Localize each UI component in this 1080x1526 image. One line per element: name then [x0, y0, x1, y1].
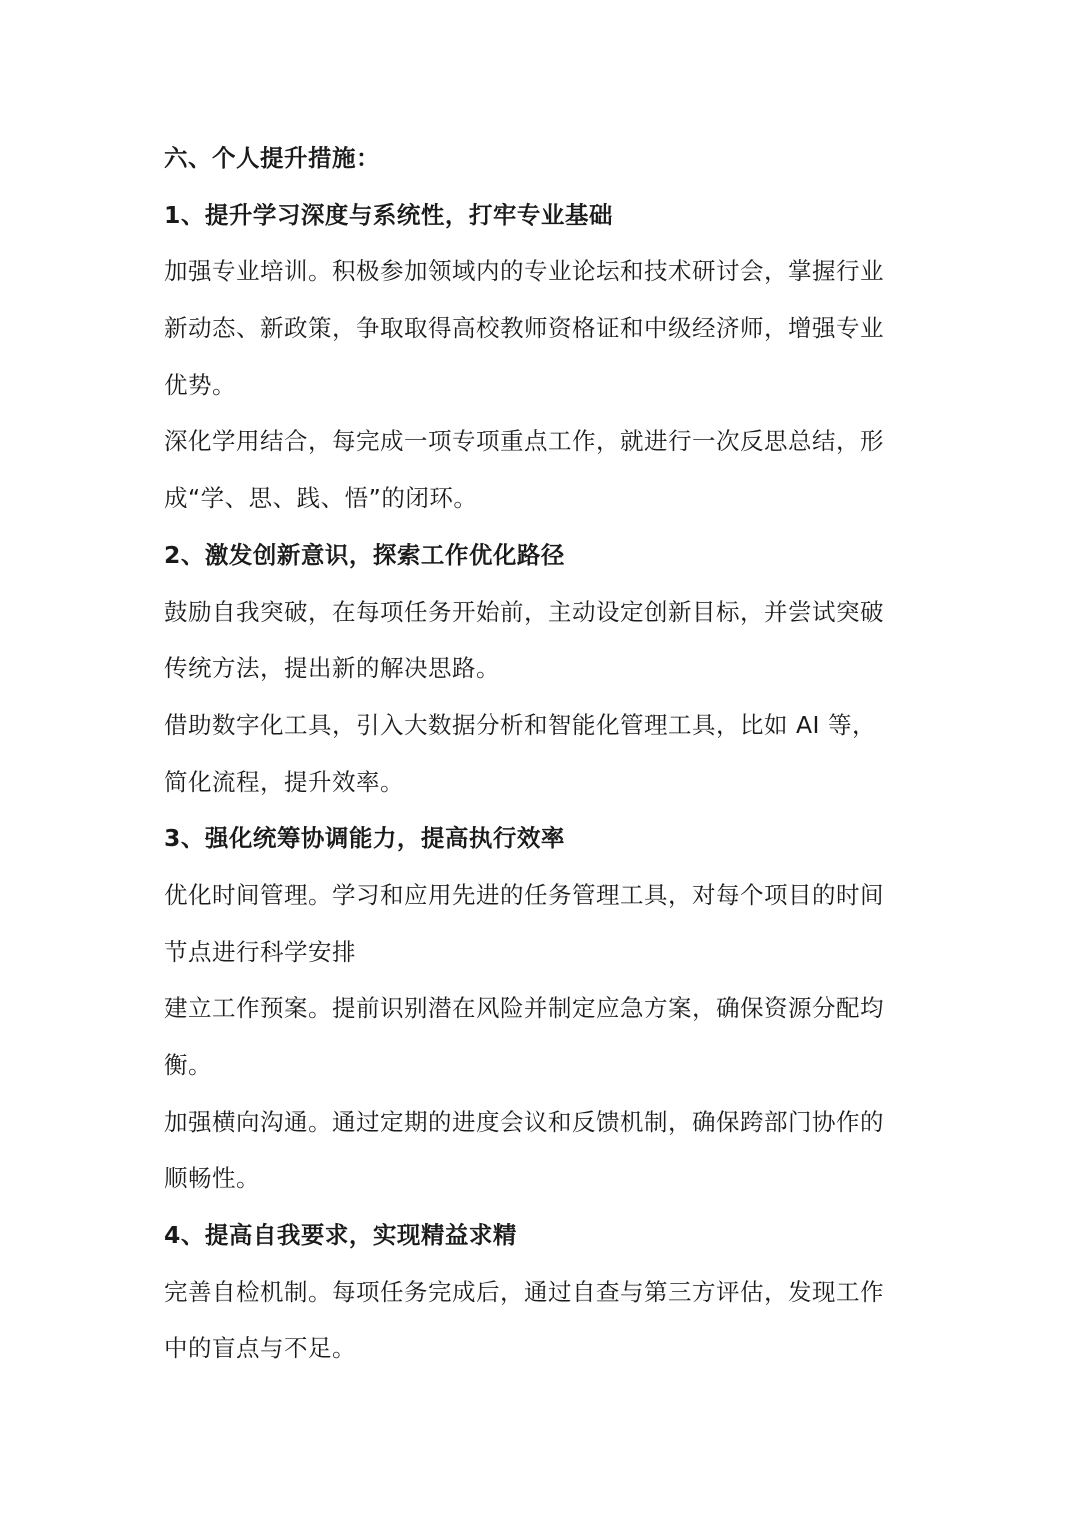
- document-page: [164, 130, 924, 1377]
- paragraph-line: 完善自检机制。每项任务完成后，通过自查与第三方评估，发现工作: [164, 1277, 884, 1306]
- paragraph-line: 加强横向沟通。通过定期的进度会议和反馈机制，确保跨部门协作的: [164, 1107, 884, 1136]
- paragraph-line: 新动态、新政策，争取取得高校教师资格证和中级经济师，增强专业: [164, 314, 884, 343]
- paragraph-line: 优势。: [164, 370, 236, 399]
- paragraph-line: 成“学、思、践、悟”的闭环。: [164, 484, 478, 513]
- paragraph-line: 简化流程，提升效率。: [164, 767, 404, 796]
- subsection-heading-4: 4、提高自我要求，实现精益求精: [164, 1221, 517, 1250]
- paragraph-line: 顺畅性。: [164, 1164, 260, 1193]
- paragraph-line: 节点进行科学安排: [164, 937, 356, 966]
- paragraph-line: 借助数字化工具，引入大数据分析和智能化管理工具，比如 AI 等，: [164, 710, 876, 739]
- subsection-heading-2: 2、激发创新意识，探索工作优化路径: [164, 540, 565, 569]
- section-heading: 六、个人提升措施：: [164, 144, 380, 172]
- paragraph-line: 建立工作预案。提前识别潜在风险并制定应急方案，确保资源分配均: [164, 994, 884, 1023]
- paragraph-line: 中的盲点与不足。: [164, 1334, 356, 1363]
- paragraph-line: 传统方法，提出新的解决思路。: [164, 654, 500, 683]
- paragraph-line: 加强专业培训。积极参加领域内的专业论坛和技术研讨会，掌握行业: [164, 257, 884, 286]
- paragraph-line: 衡。: [164, 1051, 212, 1079]
- paragraph-line: 深化学用结合，每完成一项专项重点工作，就进行一次反思总结，形: [164, 427, 884, 456]
- subsection-heading-3: 3、强化统筹协调能力，提高执行效率: [164, 824, 565, 853]
- subsection-heading-1: 1、提升学习深度与系统性，打牢专业基础: [164, 200, 613, 229]
- paragraph-line: 鼓励自我突破，在每项任务开始前，主动设定创新目标，并尝试突破: [164, 597, 884, 626]
- paragraph-line: 优化时间管理。学习和应用先进的任务管理工具，对每个项目的时间: [164, 880, 884, 909]
